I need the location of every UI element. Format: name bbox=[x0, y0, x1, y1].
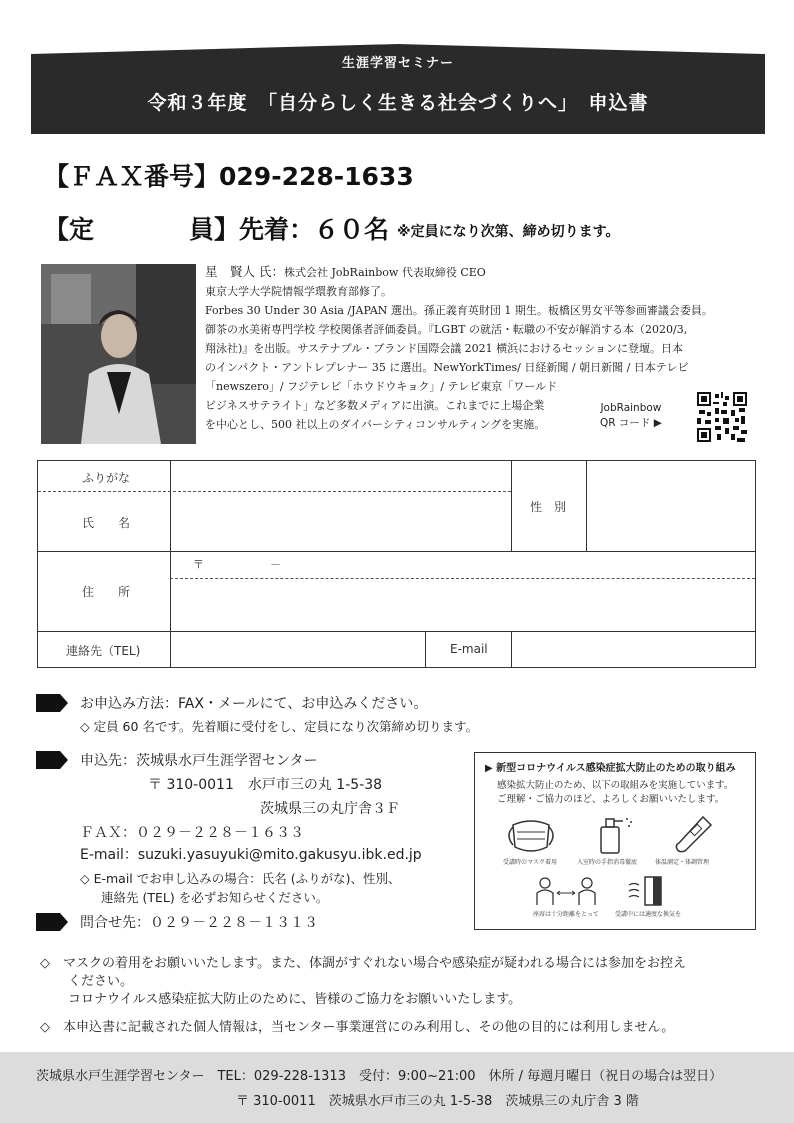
gender-label: 性 別 bbox=[530, 500, 567, 514]
qr-label-line1: JobRainbow bbox=[600, 402, 662, 414]
covid-caption-sanitize: 入室時の手指消毒徹底 bbox=[577, 859, 638, 866]
qr-label bbox=[600, 401, 662, 431]
inquiry-line: 問合せ先：０２９－２２８－１３１３ bbox=[80, 915, 318, 931]
covid-caption-mask: 受講時のマスク着用 bbox=[503, 859, 558, 866]
capacity-note: ※定員になり次第、締め切ります。 bbox=[397, 224, 620, 240]
speaker-photo bbox=[41, 264, 196, 444]
fax-heading bbox=[44, 157, 414, 193]
contact-email[interactable]: E-mail：suzuki.yasuyuki@mito.gakusyu.ibk.ed.jp bbox=[80, 847, 422, 863]
sanitizer-icon bbox=[593, 813, 637, 855]
footer-line2: 〒 310-0011 茨城県水戸市三の丸 1-5-38 茨城県三の丸庁舎 3 階 bbox=[236, 1094, 639, 1109]
name-field[interactable] bbox=[172, 494, 508, 548]
name-label: 氏 名 bbox=[82, 516, 131, 530]
fax-number: 029-228-1633 bbox=[219, 162, 414, 191]
privacy-note: ◇ 本申込書に記載された個人情報は，当センター事業運営にのみ利用し、その他の目的には利用しません。 bbox=[40, 1020, 675, 1035]
furigana-label: ふりがな bbox=[82, 471, 131, 485]
speaker-name-line bbox=[205, 262, 760, 282]
contact-building: 茨城県三の丸庁舎３Ｆ bbox=[260, 801, 400, 817]
header-subtitle: 生涯学習セミナー bbox=[341, 56, 454, 71]
furigana-field[interactable] bbox=[172, 463, 508, 489]
address-label: 住 所 bbox=[82, 585, 131, 599]
mask-note-line3: コロナウイルス感染症拡大防止のために、皆様のご協力をお願いいたします。 bbox=[68, 992, 522, 1007]
bio-line: 東京大学大学院情報学環教育部修了。 bbox=[205, 285, 392, 298]
footer bbox=[0, 1052, 794, 1123]
tel-field[interactable] bbox=[172, 633, 422, 665]
contact-heading: 申込先：茨城県水戸生涯学習センター bbox=[80, 753, 318, 769]
qr-label-line2: QR コード ▶ bbox=[600, 417, 662, 429]
arrow-marker-icon bbox=[36, 751, 68, 769]
postal-field[interactable] bbox=[172, 553, 752, 576]
capacity-label-left: 【定 bbox=[44, 215, 95, 244]
bio-line: ビジネスサテライト」など多数メディアに出演。これまでに上場企業 bbox=[205, 399, 545, 412]
covid-measures-box bbox=[474, 752, 756, 930]
covid-caption-temp: 体温測定・体調管理 bbox=[655, 859, 710, 866]
covid-desc-line: ご理解・ご協力のほど、よろしくお願いいたします。 bbox=[497, 794, 725, 805]
contact-note-2: 連絡先 (TEL) を必ずお知らせください。 bbox=[101, 890, 329, 905]
contact-postal: 〒 310-0011 水戸市三の丸 1-5-38 bbox=[148, 777, 383, 793]
postal-mark: 〒 － bbox=[193, 558, 281, 571]
apply-method-note: ◇ 定員 60 名です。先着順に受付をし、定員になり次第締め切ります。 bbox=[80, 719, 478, 734]
mask-note-line1: ◇ マスクの着用をお願いいたします。また、体調がすぐれない場合や感染症が疑われる場合には参加をお控え bbox=[40, 956, 686, 971]
bio-line: のインパクト・アントレプレナー 35 に選出。NewYorkTimes/ 日経新聞 / 朝日新聞 / 日本テレビ bbox=[205, 361, 689, 374]
gender-field[interactable] bbox=[589, 463, 752, 549]
apply-method-heading: お申込み方法：FAX・メールにて、お申込みください。 bbox=[80, 696, 428, 712]
application-form bbox=[37, 460, 756, 668]
mask-icon bbox=[503, 817, 559, 855]
speaker-title: 株式会社 JobRainbow 代表取締役 CEO bbox=[283, 266, 486, 279]
speaker-name: 星 賢人 氏： bbox=[205, 264, 284, 279]
email-label: E-mail bbox=[450, 642, 488, 656]
email-field[interactable] bbox=[513, 633, 753, 665]
capacity-heading bbox=[44, 210, 620, 246]
arrow-marker-icon bbox=[36, 913, 68, 931]
footer-line1: 茨城県水戸生涯学習センター TEL：029-228-1313 受付：9:00~21:00 休所 / 毎週月曜日（祝日の場合は翌日） bbox=[36, 1069, 723, 1084]
bio-line: 御茶の水美術専門学校 学校関係者評価委員。『LGBT の就活・転職の不安が解消する本（2020/3, bbox=[205, 323, 688, 336]
covid-description bbox=[497, 779, 733, 807]
bio-line: 翔泳社)』を出版。サステナブル・ブランド国際会議 2021 横浜におけるセッションに登壇。日本 bbox=[205, 342, 683, 355]
address-field[interactable] bbox=[172, 580, 752, 629]
contact-note-1: ◇ E-mail でお申し込みの場合：氏名 (ふりがな)、性別、 bbox=[80, 871, 401, 886]
bio-line: を中心とし、500 社以上のダイバーシティコンサルティングを実施。 bbox=[205, 418, 546, 431]
arrow-marker-icon bbox=[36, 694, 68, 712]
distance-icon bbox=[535, 875, 597, 907]
covid-caption-ventilation: 受講中には適度な換気を bbox=[615, 911, 682, 918]
tel-label: 連絡先（TEL) bbox=[66, 644, 141, 658]
covid-desc-line: 感染拡大防止のため、以下の取組みを実施しています。 bbox=[497, 780, 734, 791]
fax-label: 【ＦＡＸ番号】 bbox=[44, 162, 220, 191]
covid-title: ▶ 新型コロナウイルス感染症拡大防止のための取り組み bbox=[485, 763, 736, 774]
qr-code-icon[interactable] bbox=[697, 392, 747, 442]
capacity-label-right: 員】 bbox=[189, 215, 240, 244]
speaker-bio bbox=[205, 262, 760, 434]
thermometer-icon bbox=[671, 813, 715, 855]
capacity-value: 先着：６０名 bbox=[239, 215, 390, 244]
covid-caption-distance: 座席は十分距離をとって bbox=[533, 911, 599, 918]
bio-line: 「newszero」/ フジテレビ「ホウドウキョク」/ テレビ東京「ワールド bbox=[205, 380, 558, 393]
contact-fax: ＦＡＸ：０２９－２２８－１６３３ bbox=[80, 825, 304, 841]
ventilation-icon bbox=[625, 875, 665, 907]
mask-note-line2: ください。 bbox=[68, 974, 134, 989]
bio-line: Forbes 30 Under 30 Asia /JAPAN 選出。孫正義育英財団 1 期生。板橋区男女平等参画審議会委員。 bbox=[205, 304, 713, 317]
header-title: 令和３年度 「自分らしく生きる社会づくりへ」 申込書 bbox=[147, 92, 649, 114]
